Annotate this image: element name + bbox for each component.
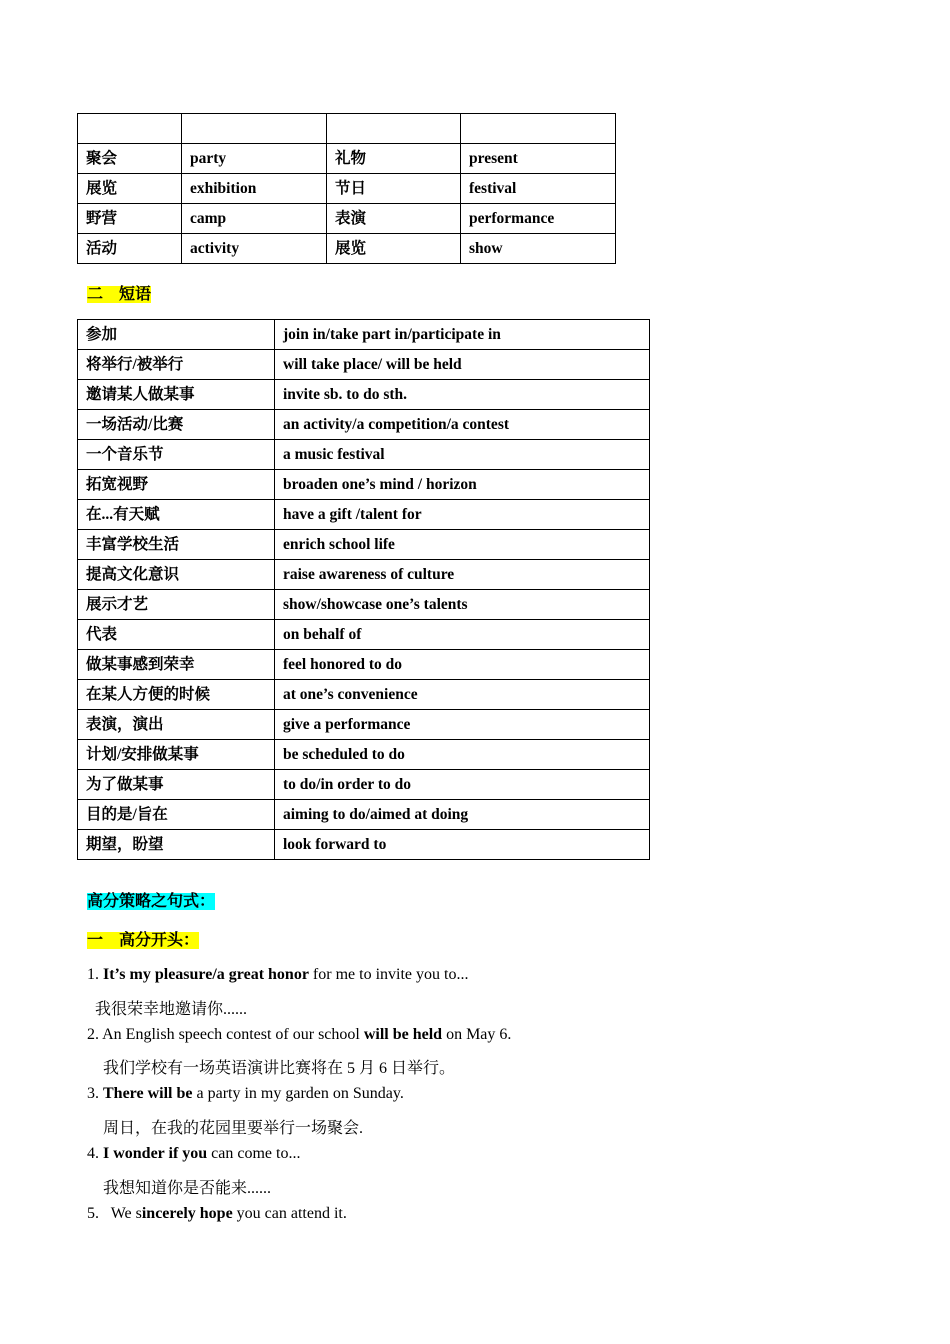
table-row bbox=[78, 470, 650, 500]
sentence-text: on May 6. bbox=[442, 1026, 512, 1043]
table-cell: show bbox=[461, 234, 616, 264]
table-cell bbox=[78, 114, 182, 144]
table-row bbox=[78, 410, 650, 440]
sentence-text: We s bbox=[99, 1205, 142, 1222]
sentence-text: for me to invite you to... bbox=[308, 966, 469, 983]
table-row bbox=[78, 234, 616, 264]
phrase-english-cell: enrich school life bbox=[275, 530, 650, 560]
sentence-bold: I wonder if you bbox=[103, 1145, 208, 1162]
phrase-chinese-cell: 一个音乐节 bbox=[78, 440, 275, 470]
phrase-chinese-cell: 期望，盼望 bbox=[78, 830, 275, 860]
table-row bbox=[78, 650, 650, 680]
sentence-text: a party in my garden on Sunday. bbox=[192, 1085, 404, 1102]
table-row bbox=[78, 770, 650, 800]
phrase-english-cell: to do/in order to do bbox=[275, 770, 650, 800]
table-cell: 活动 bbox=[78, 234, 182, 264]
phrase-english-cell: be scheduled to do bbox=[275, 740, 650, 770]
sentence-2 bbox=[87, 1026, 511, 1044]
phrase-chinese-cell: 一场活动/比赛 bbox=[78, 410, 275, 440]
table-cell: exhibition bbox=[182, 174, 327, 204]
strategy-heading bbox=[87, 888, 215, 911]
table-cell: festival bbox=[461, 174, 616, 204]
phrase-english-cell: raise awareness of culture bbox=[275, 560, 650, 590]
phrase-chinese-cell: 代表 bbox=[78, 620, 275, 650]
sentence-number: 2. bbox=[87, 1026, 99, 1043]
table-cell bbox=[182, 114, 327, 144]
opening-heading bbox=[87, 927, 199, 950]
sentence-bold: It’s my pleasure/a great honor bbox=[103, 966, 309, 983]
table-row bbox=[78, 620, 650, 650]
phrase-english-cell: on behalf of bbox=[275, 620, 650, 650]
table-cell: camp bbox=[182, 204, 327, 234]
sentence-5 bbox=[87, 1205, 347, 1223]
phrase-english-cell: will take place/ will be held bbox=[275, 350, 650, 380]
table-cell: 聚会 bbox=[78, 144, 182, 174]
table-row bbox=[78, 320, 650, 350]
sentence-3 bbox=[87, 1085, 404, 1103]
vocab-table bbox=[77, 113, 616, 264]
table-row bbox=[78, 380, 650, 410]
phrase-table-body bbox=[78, 320, 650, 860]
sentence-4 bbox=[87, 1145, 300, 1163]
table-cell: performance bbox=[461, 204, 616, 234]
table-cell bbox=[461, 114, 616, 144]
sentence-bold: will be held bbox=[363, 1026, 443, 1043]
sentence-number: 1. bbox=[87, 966, 99, 983]
phrase-chinese-cell: 表演，演出 bbox=[78, 710, 275, 740]
phrase-english-cell: at one’s convenience bbox=[275, 680, 650, 710]
sentence-3-zh: 周日，在我的花园里要举行一场聚会. bbox=[103, 1120, 364, 1137]
table-cell: 展览 bbox=[327, 234, 461, 264]
table-row bbox=[78, 740, 650, 770]
phrase-chinese-cell: 在...有天赋 bbox=[78, 500, 275, 530]
phrase-english-cell: look forward to bbox=[275, 830, 650, 860]
phrase-chinese-cell: 目的是/旨在 bbox=[78, 800, 275, 830]
phrase-chinese-cell: 为了做某事 bbox=[78, 770, 275, 800]
table-row bbox=[78, 114, 616, 144]
table-row bbox=[78, 710, 650, 740]
sentence-bold: There will be bbox=[103, 1085, 193, 1102]
table-row bbox=[78, 530, 650, 560]
sentence-text: you can attend it. bbox=[232, 1205, 347, 1222]
table-row bbox=[78, 204, 616, 234]
table-row bbox=[78, 800, 650, 830]
sentence-4-zh: 我想知道你是否能来...... bbox=[103, 1180, 272, 1197]
table-cell: present bbox=[461, 144, 616, 174]
phrase-table bbox=[77, 319, 650, 860]
phrase-english-cell: feel honored to do bbox=[275, 650, 650, 680]
sentence-number: 4. bbox=[87, 1145, 99, 1162]
sentence-1 bbox=[87, 966, 468, 984]
sentence-text: can come to... bbox=[207, 1145, 301, 1162]
sentence-number: 3. bbox=[87, 1085, 99, 1102]
sentence-text: An English speech contest of our school bbox=[99, 1026, 364, 1043]
table-row bbox=[78, 440, 650, 470]
phrases-heading-text: 二 短语 bbox=[87, 286, 152, 303]
table-cell bbox=[327, 114, 461, 144]
phrase-chinese-cell: 做某事感到荣幸 bbox=[78, 650, 275, 680]
table-row bbox=[78, 350, 650, 380]
phrase-english-cell: broaden one’s mind / horizon bbox=[275, 470, 650, 500]
phrase-english-cell: aiming to do/aimed at doing bbox=[275, 800, 650, 830]
phrase-english-cell: an activity/a competition/a contest bbox=[275, 410, 650, 440]
phrase-chinese-cell: 邀请某人做某事 bbox=[78, 380, 275, 410]
table-cell: 展览 bbox=[78, 174, 182, 204]
phrase-english-cell: show/showcase one’s talents bbox=[275, 590, 650, 620]
table-row bbox=[78, 500, 650, 530]
table-row bbox=[78, 680, 650, 710]
phrase-english-cell: a music festival bbox=[275, 440, 650, 470]
table-row bbox=[78, 144, 616, 174]
sentence-2-zh: 我们学校有一场英语演讲比赛将在 5 月 6 日举行。 bbox=[103, 1060, 456, 1077]
sentence-number: 5. bbox=[87, 1205, 99, 1222]
strategy-heading-text: 高分策略之句式： bbox=[87, 893, 216, 910]
table-row bbox=[78, 560, 650, 590]
phrase-chinese-cell: 将举行/被举行 bbox=[78, 350, 275, 380]
table-cell: 节日 bbox=[327, 174, 461, 204]
table-row bbox=[78, 174, 616, 204]
phrases-heading bbox=[87, 281, 151, 304]
phrase-chinese-cell: 提高文化意识 bbox=[78, 560, 275, 590]
phrase-chinese-cell: 在某人方便的时候 bbox=[78, 680, 275, 710]
phrase-chinese-cell: 拓宽视野 bbox=[78, 470, 275, 500]
phrase-chinese-cell: 计划/安排做某事 bbox=[78, 740, 275, 770]
phrase-chinese-cell: 展示才艺 bbox=[78, 590, 275, 620]
sentence-bold: incerely hope bbox=[141, 1205, 233, 1222]
phrase-chinese-cell: 参加 bbox=[78, 320, 275, 350]
phrase-english-cell: join in/take part in/participate in bbox=[275, 320, 650, 350]
table-cell: 表演 bbox=[327, 204, 461, 234]
phrase-english-cell: invite sb. to do sth. bbox=[275, 380, 650, 410]
table-cell: party bbox=[182, 144, 327, 174]
table-row bbox=[78, 830, 650, 860]
phrase-chinese-cell: 丰富学校生活 bbox=[78, 530, 275, 560]
table-cell: activity bbox=[182, 234, 327, 264]
table-row bbox=[78, 590, 650, 620]
opening-heading-text: 一 高分开头： bbox=[87, 932, 200, 949]
phrase-english-cell: give a performance bbox=[275, 710, 650, 740]
table-cell: 野营 bbox=[78, 204, 182, 234]
table-cell: 礼物 bbox=[327, 144, 461, 174]
phrase-english-cell: have a gift /talent for bbox=[275, 500, 650, 530]
sentence-1-zh: 我很荣幸地邀请你...... bbox=[95, 1001, 248, 1018]
